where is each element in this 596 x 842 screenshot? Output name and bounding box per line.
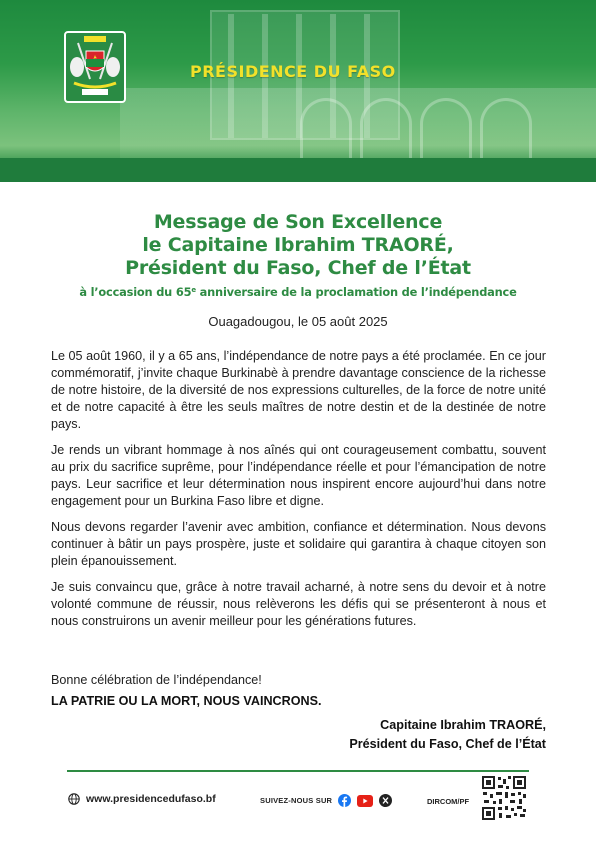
subtitle-sup: e [191, 286, 196, 294]
paragraph: Le 05 août 1960, il y a 65 ans, l’indépendance de notre pays a été proclamée. En ce jour commémoratif, j’invite chaque Burkinabè à prendre davantage conscience de la richesse de notre histoire, de la diversité de nos expressions culturelles, de la force de notre unité et de notre capacité à être les seuls maîtres de notre destin et de la destinée de notre pays. [51, 349, 546, 431]
paragraph: Je suis convaincu que, grâce à notre travail acharné, à notre sens du devoir et à notre volonté commune de réussir, nous relèverons les défis qui se présenteront à nous et nous construirons un avenir meilleur pour les générations futures. [51, 580, 546, 628]
message-body [51, 348, 546, 639]
facebook-icon[interactable] [338, 794, 351, 807]
website-link[interactable]: www.presidencedufaso.bf [86, 793, 216, 805]
signature-title: Président du Faso, Chef de l’État [349, 737, 546, 751]
title-line-1: Message de Son Excellence [153, 211, 443, 233]
subtitle-after: anniversaire de la proclamation de l’indépendance [195, 285, 517, 299]
coat-of-arms-emblem [64, 31, 126, 103]
building-arch [360, 98, 412, 158]
signature-name: Capitaine Ibrahim TRAORÉ, [380, 718, 546, 732]
header-title: PRÉSIDENCE DU FASO [190, 62, 396, 81]
subtitle [0, 285, 596, 299]
date-line: Ouagadougou, le 05 août 2025 [208, 314, 388, 329]
qr-code-icon[interactable] [481, 775, 527, 821]
motto: LA PATRIE OU LA MORT, NOUS VAINCRONS. [51, 694, 322, 708]
footer-website[interactable] [68, 793, 216, 805]
coat-of-arms-icon [66, 33, 124, 101]
paragraph: Je rends un vibrant hommage à nos aînés qui ont courageusement combattu, souvent au prix du sacrifice suprême, pour l’indépendance réelle et pour l’émancipation de notre pays. Leur sacrifice et leur détermination nous inspirent encore aujourd’hui dans notre engagement pour un Burkina Faso libre et digne. [51, 443, 546, 508]
footer-social [260, 794, 392, 807]
globe-icon [68, 793, 80, 805]
paragraph: Nous devons regarder l’avenir avec ambition, confiance et détermination. Nous devons continuer à bâtir un pays prospère, juste et solidaire qui garantira à chaque citoyen son plein épanouissement. [51, 520, 546, 568]
x-icon[interactable] [379, 794, 392, 807]
building-arch [300, 98, 352, 158]
title-line-2: le Capitaine Ibrahim TRAORÉ, [142, 234, 454, 256]
closing-line: Bonne célébration de l’indépendance! [51, 673, 262, 687]
building-arch [480, 98, 532, 158]
subtitle-before: à l’occasion du 65 [79, 285, 192, 299]
dircom-label: DIRCOM/PF [427, 797, 470, 806]
building-arch [420, 98, 472, 158]
header-stripe [0, 158, 596, 182]
follow-label: SUIVEZ-NOUS SUR [260, 796, 333, 805]
youtube-icon[interactable] [357, 795, 373, 807]
title-line-3: Président du Faso, Chef de l’État [125, 257, 471, 279]
footer-divider [67, 770, 529, 772]
header-banner [0, 0, 596, 182]
